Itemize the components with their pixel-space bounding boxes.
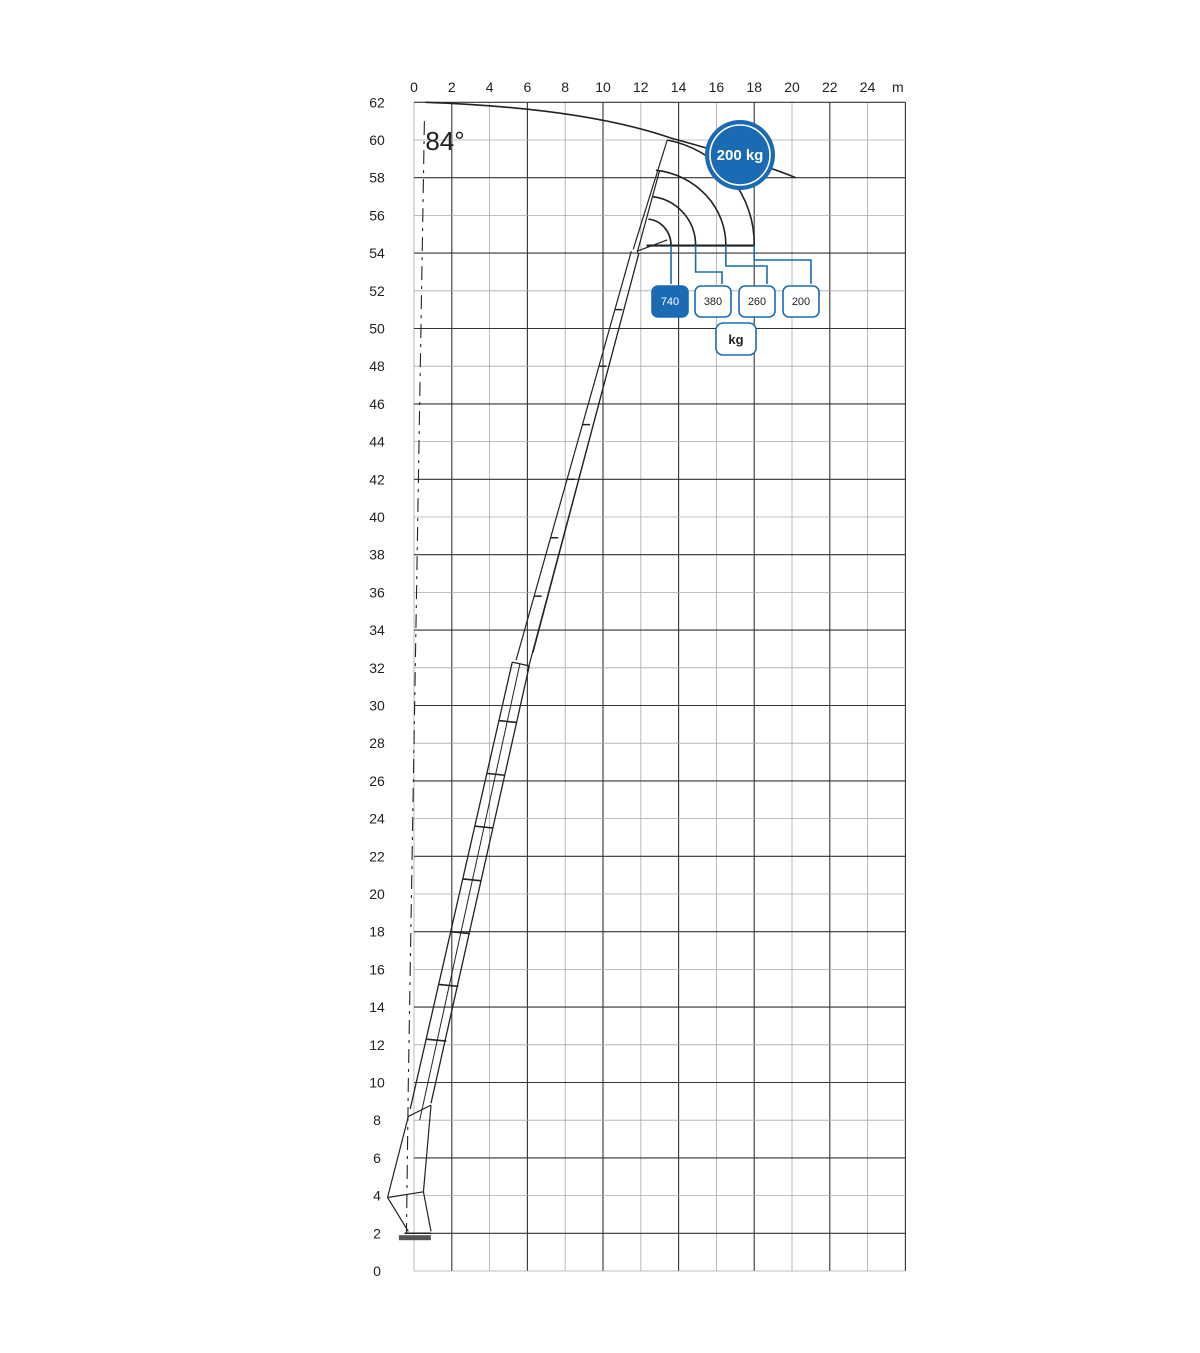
load-option-740[interactable] [652,286,688,317]
jib-arc [656,170,726,245]
y-tick-label: 62 [369,94,385,111]
boom-line [388,1197,409,1231]
y-tick-label: 50 [369,320,385,337]
y-tick-label: 58 [369,169,385,186]
x-tick-label: 12 [633,79,649,95]
load-option-label: 260 [747,296,767,308]
y-tick-label: 28 [369,735,385,752]
angle-label: 84° [425,125,465,156]
x-tick-label: 6 [523,79,532,95]
y-tick-label: 30 [369,697,385,714]
vertical-limit-line [406,121,424,1233]
y-tick-label: 56 [369,207,385,224]
boom-line [408,1105,431,1116]
y-tick-label: 24 [369,810,385,827]
load-connector-line [754,246,811,284]
y-tick-label: 14 [369,999,385,1016]
load-option-380[interactable] [695,286,731,317]
x-tick-label: 24 [859,79,876,95]
x-axis-unit: m [892,79,904,95]
y-tick-label: 16 [369,961,385,978]
y-tick-label: 44 [369,433,385,450]
boom-line [423,1105,431,1192]
lower-boom-edge [420,664,520,1120]
y-tick-label: 26 [369,772,385,789]
y-tick-label: 42 [369,471,385,488]
load-connector-line [726,246,767,284]
grid [414,102,905,1271]
y-tick-label: 0 [373,1263,381,1279]
x-tick-label: 22 [822,79,838,95]
y-tick-label: 2 [373,1225,381,1242]
y-tick-label: 18 [369,923,385,940]
boom-section-band [499,721,517,723]
y-tick-label: 32 [369,659,385,676]
boom-base [399,1235,431,1240]
y-tick-label: 12 [369,1036,385,1053]
load-unit-box [716,323,756,355]
y-tick-label: 60 [369,132,385,148]
load-option-260[interactable] [739,286,775,317]
jib-arm [633,140,667,249]
x-tick-label: 14 [670,79,687,95]
y-tick-label: 52 [369,282,385,299]
load-option-200[interactable] [783,286,819,317]
y-tick-label: 8 [373,1112,381,1129]
x-tick-label: 18 [746,79,762,95]
y-axis-ticks [369,94,385,1279]
x-tick-label: 8 [561,79,570,95]
boom-line [423,1192,431,1232]
boom-section-band [439,984,459,986]
y-tick-label: 40 [369,509,385,525]
x-tick-label: 0 [410,79,418,95]
upper-boom-edge [516,251,631,660]
y-tick-label: 54 [369,245,385,262]
max-load-badge-label: 200 kg [716,147,764,164]
y-tick-label: 34 [369,622,385,639]
lower-boom-end [512,662,529,666]
load-connector-line [696,246,722,284]
boom-line [388,1192,424,1198]
x-tick-label: 16 [708,79,725,95]
y-tick-label: 36 [369,584,385,601]
y-tick-label: 4 [373,1187,381,1204]
x-tick-label: 2 [447,79,456,95]
x-tick-label: 4 [485,79,494,95]
y-tick-label: 48 [369,358,385,375]
lower-boom-edge [431,666,529,1103]
load-option-label: 740 [660,296,680,308]
boom-line [388,1116,409,1197]
y-tick-label: 6 [373,1149,381,1166]
y-tick-label: 46 [369,395,385,412]
jib-arc [648,219,671,245]
load-option-label: 200 [791,296,811,308]
boom-section-band [463,879,482,881]
max-load-badge [705,120,775,190]
load-connectors [671,246,811,284]
boom-section-band [426,1039,446,1041]
y-tick-label: 20 [369,886,385,902]
y-tick-label: 10 [369,1074,385,1091]
lower-boom-edge [410,662,512,1109]
x-tick-label: 20 [784,79,800,95]
load-option-label: 380 [703,296,723,308]
x-tick-label: 10 [595,79,611,95]
jib-arc [652,197,695,246]
y-tick-label: 38 [369,546,385,563]
y-tick-label: 22 [369,848,385,865]
boom-section-band [475,826,493,828]
load-unit-label: kg [728,332,744,347]
x-axis-ticks [410,79,875,95]
